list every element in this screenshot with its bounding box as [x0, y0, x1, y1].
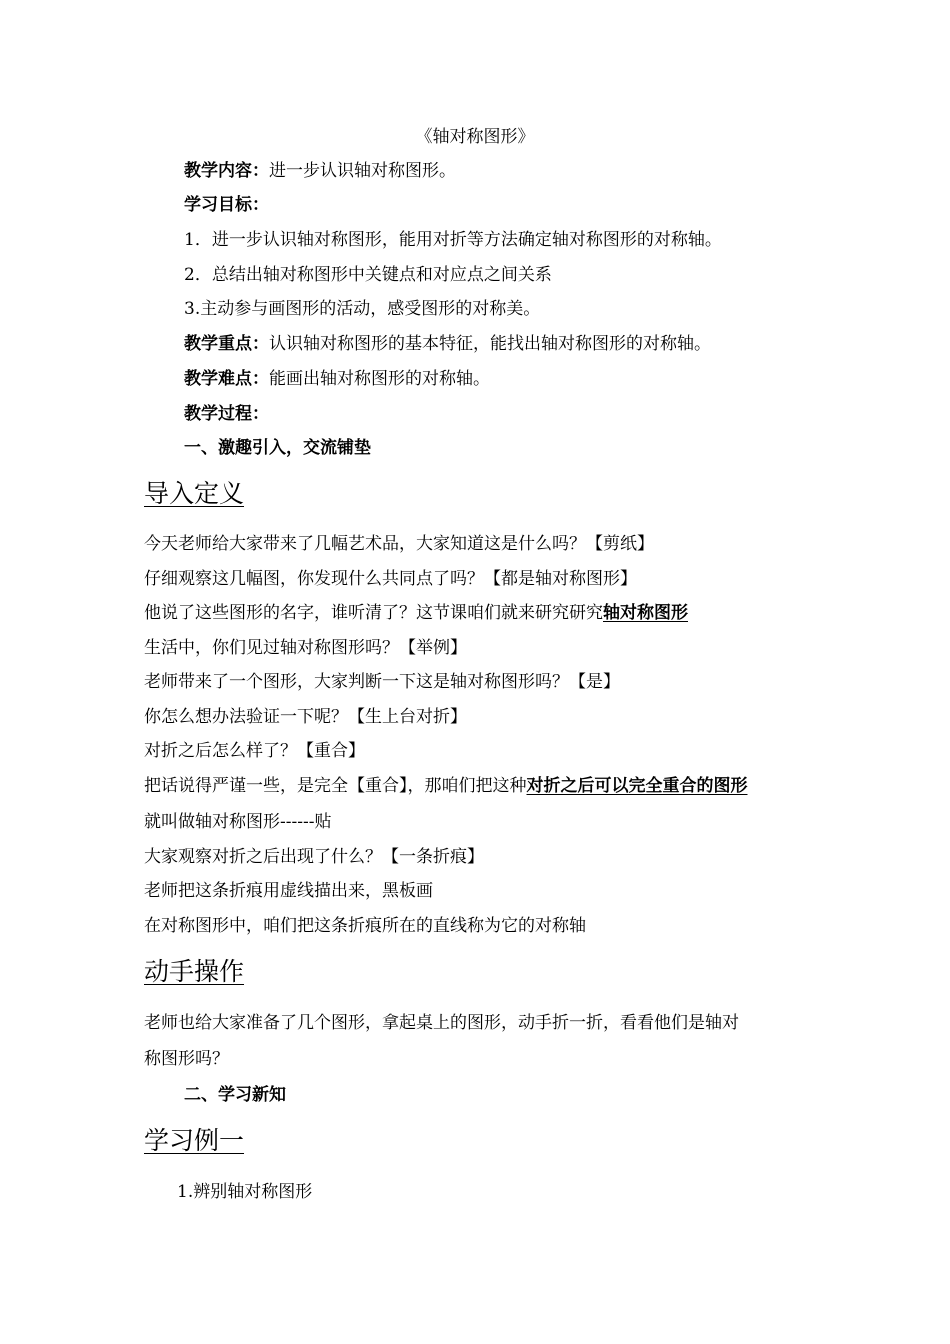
- section-heading-hands-on: 动手操作: [144, 957, 245, 986]
- intro-line-12: 在对称图形中，咱们把这条折痕所在的直线称为它的对称轴: [144, 916, 586, 936]
- part-one-heading: 一、激趣引入，交流铺垫: [184, 438, 371, 458]
- intro-line-5: 老师带来了一个图形，大家判断一下这是轴对称图形吗？【是】: [144, 672, 620, 692]
- intro-line-4: 生活中，你们见过轴对称图形吗？【举例】: [144, 638, 467, 658]
- objective-item-2: 2．总结出轴对称图形中关键点和对应点之间关系: [184, 265, 552, 285]
- section-heading-intro: 导入定义: [144, 479, 245, 508]
- intro-line-2: 仔细观察这几幅图，你发现什么共同点了吗？【都是轴对称图形】: [144, 569, 637, 589]
- intro-line-8: [144, 775, 748, 797]
- intro-line-8-emphasis: 对折之后可以完全重合的图形: [526, 776, 748, 796]
- document-title: 《轴对称图形》: [415, 127, 535, 147]
- teaching-content-line: [184, 160, 456, 182]
- teaching-content-text: 进一步认识轴对称图形。: [269, 161, 456, 181]
- difficulty-line: [184, 368, 490, 390]
- teaching-content-label: 教学内容：: [184, 161, 269, 181]
- intro-line-11: 老师把这条折痕用虚线描出来，黑板画: [144, 881, 433, 901]
- section-heading-example: 学习例一: [144, 1126, 245, 1155]
- intro-line-8-text: 把话说得严谨一些，是完全【重合】，那咱们把这种: [144, 776, 527, 796]
- intro-line-9: 就叫做轴对称图形------贴: [144, 812, 332, 832]
- process-label: 教学过程：: [184, 404, 269, 424]
- intro-line-6: 你怎么想办法验证一下呢？【生上台对折】: [144, 707, 467, 727]
- objective-item-1: 1．进一步认识轴对称图形，能用对折等方法确定轴对称图形的对称轴。: [184, 230, 722, 250]
- intro-line-3-text: 他说了这些图形的名字，谁听清了？这节课咱们就来研究研究: [144, 603, 603, 623]
- hands-on-line-1: 老师也给大家准备了几个图形，拿起桌上的图形，动手折一折，看看他们是轴对: [144, 1013, 739, 1033]
- intro-line-7: 对折之后怎么样了？【重合】: [144, 741, 365, 761]
- intro-line-3-emphasis: 轴对称图形: [603, 603, 688, 623]
- example-line-1: 1.辨别轴对称图形: [177, 1182, 313, 1202]
- difficulty-label: 教学难点：: [184, 369, 269, 389]
- key-point-text: 认识轴对称图形的基本特征，能找出轴对称图形的对称轴。: [269, 334, 711, 354]
- hands-on-line-2: 称图形吗？: [144, 1049, 229, 1069]
- key-point-label: 教学重点：: [184, 334, 269, 354]
- key-point-line: [184, 333, 711, 355]
- objectives-label: 学习目标：: [184, 195, 269, 215]
- intro-line-10: 大家观察对折之后出现了什么？【一条折痕】: [144, 847, 484, 867]
- intro-line-3: [144, 602, 688, 624]
- objective-item-3: 3.主动参与画图形的活动，感受图形的对称美。: [184, 299, 541, 319]
- part-two-heading: 二、学习新知: [184, 1085, 286, 1105]
- intro-line-1: 今天老师给大家带来了几幅艺术品，大家知道这是什么吗？【剪纸】: [144, 534, 654, 554]
- difficulty-text: 能画出轴对称图形的对称轴。: [269, 369, 490, 389]
